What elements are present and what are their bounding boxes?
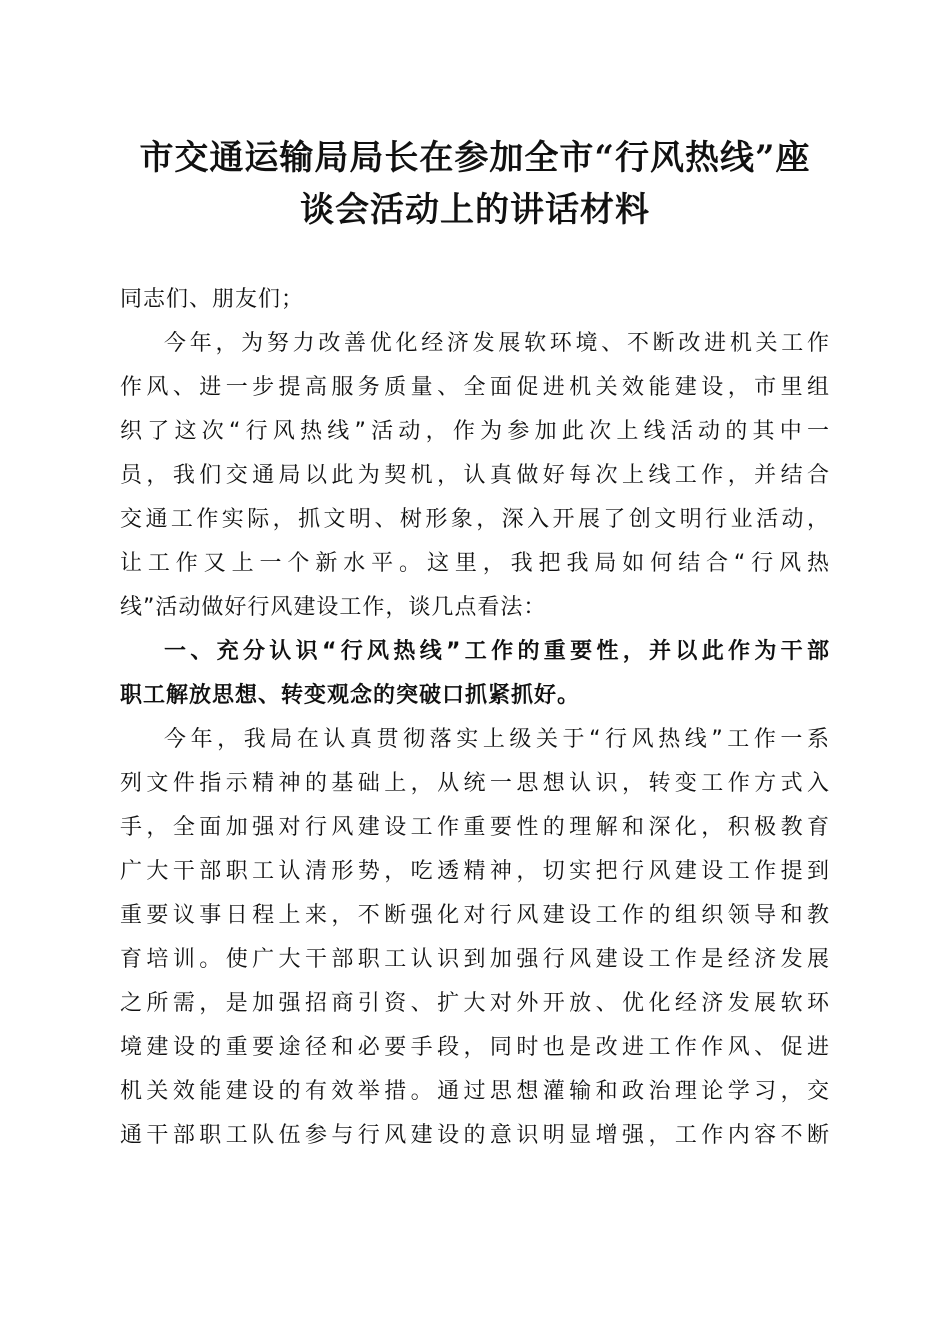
paragraph-line: 员，我们交通局以此为契机，认真做好每次上线工作，并结合	[120, 463, 830, 488]
paragraph-line: 之所需，是加强招商引资、扩大对外开放、优化经济发展软环	[120, 991, 830, 1016]
document-title	[100, 132, 850, 236]
document-body	[120, 278, 830, 1158]
paragraph-line: 通干部职工队伍参与行风建设的意识明显增强，工作内容不断	[120, 1123, 830, 1148]
paragraph-line: 育培训。使广大干部职工认识到加强行风建设工作是经济发展	[120, 947, 830, 972]
paragraph-1	[120, 322, 830, 630]
paragraph-line: 手，全面加强对行风建设工作重要性的理解和深化，积极教育	[120, 815, 830, 840]
paragraph-line: 让工作又上一个新水平。这里，我把我局如何结合“行风热	[120, 551, 830, 576]
title-line: 谈会活动上的讲话材料	[300, 190, 650, 230]
title-line: 市交通运输局局长在参加全市“行风热线”座	[139, 138, 811, 178]
paragraph-line: 重要议事日程上来，不断强化对行风建设工作的组织领导和教	[120, 903, 830, 928]
heading-line: 职工解放思想、转变观念的突破口抓紧抓好。	[120, 683, 581, 708]
paragraph-line: 作风、进一步提高服务质量、全面促进机关效能建设，市里组	[120, 375, 830, 400]
greeting: 同志们、朋友们；	[120, 287, 305, 312]
paragraph-line: 机关效能建设的有效举措。通过思想灌输和政治理论学习，交	[120, 1079, 830, 1104]
heading-line: 一、充分认识“行风热线”工作的重要性，并以此作为干部	[164, 639, 830, 664]
paragraph-line: 列文件指示精神的基础上，从统一思想认识，转变工作方式入	[120, 771, 830, 796]
paragraph-line: 今年，我局在认真贯彻落实上级关于“行风热线”工作一系	[164, 727, 830, 752]
paragraph-line: 今年，为努力改善优化经济发展软环境、不断改进机关工作	[164, 331, 830, 356]
section-heading-1	[120, 630, 830, 718]
paragraph-line: 线”活动做好行风建设工作，谈几点看法：	[120, 595, 547, 620]
paragraph-line: 广大干部职工认清形势，吃透精神，切实把行风建设工作提到	[120, 859, 830, 884]
paragraph-line: 织了这次“行风热线”活动，作为参加此次上线活动的其中一	[120, 419, 830, 444]
paragraph-line: 交通工作实际，抓文明、树形象，深入开展了创文明行业活动，	[120, 507, 830, 532]
paragraph-2	[120, 718, 830, 1158]
paragraph-line: 境建设的重要途径和必要手段，同时也是改进工作作风、促进	[120, 1035, 830, 1060]
